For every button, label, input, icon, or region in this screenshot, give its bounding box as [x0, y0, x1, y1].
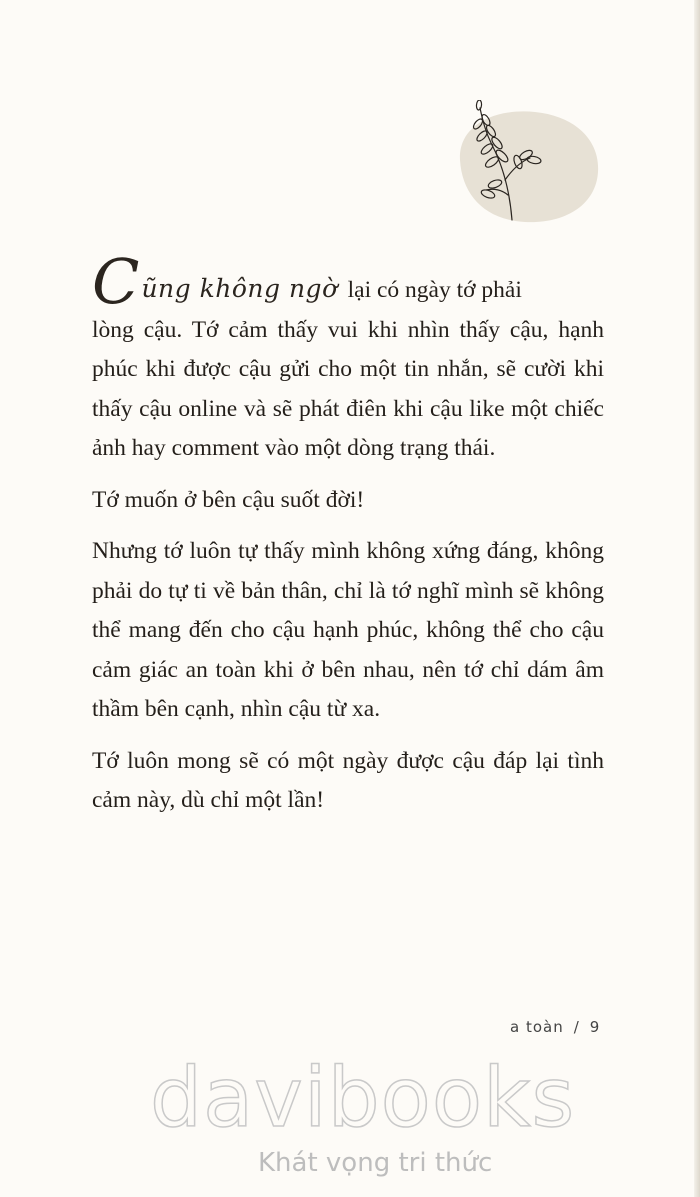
paragraph-3: Nhưng tớ luôn tự thấy mình không xứng đáng, không phải do tự ti về bản thân, chỉ là tớ nghĩ mình sẽ không thể mang đến cho cậu hạnh phúc, không thể cho cậu cảm giác an toàn khi ở bên nhau, nên tớ chỉ dám âm thầm bên cạnh, nhìn cậu từ xa.	[92, 538, 604, 722]
watermark-tagline: Khát vọng tri thức	[258, 1148, 493, 1178]
paragraph-1	[92, 245, 604, 469]
watermark-brand: davibooks	[150, 1051, 576, 1146]
drop-cap: C	[92, 245, 140, 318]
page-footer	[510, 1018, 600, 1036]
footer-separator: /	[573, 1018, 580, 1036]
paragraph-4: Tớ luôn mong sẽ có một ngày được cậu đáp lại tình cảm này, dù chỉ một lần!	[92, 747, 604, 813]
page-number: 9	[589, 1018, 601, 1036]
page-edge	[694, 0, 700, 1197]
running-title: a toàn	[510, 1018, 564, 1036]
fern-sprig-icon	[450, 100, 605, 230]
ornament-blob	[460, 111, 598, 222]
body-text	[92, 245, 604, 833]
paragraph-2: Tớ muốn ở bên cậu suốt đời!	[92, 486, 365, 513]
script-lead-phrase: ũng không ngờ	[141, 274, 338, 303]
opening-line-text: lại có ngày tớ phải	[347, 277, 522, 303]
paragraph-1-rest: lòng cậu. Tớ cảm thấy vui khi nhìn thấy cậu, hạnh phúc khi được cậu gửi cho một tin nhắn, sẽ cười khi thấy cậu online và sẽ phát điên khi cậu like một chiếc ảnh hay comment vào một dòng trạng thái.	[92, 316, 604, 461]
opening-line	[92, 245, 604, 318]
